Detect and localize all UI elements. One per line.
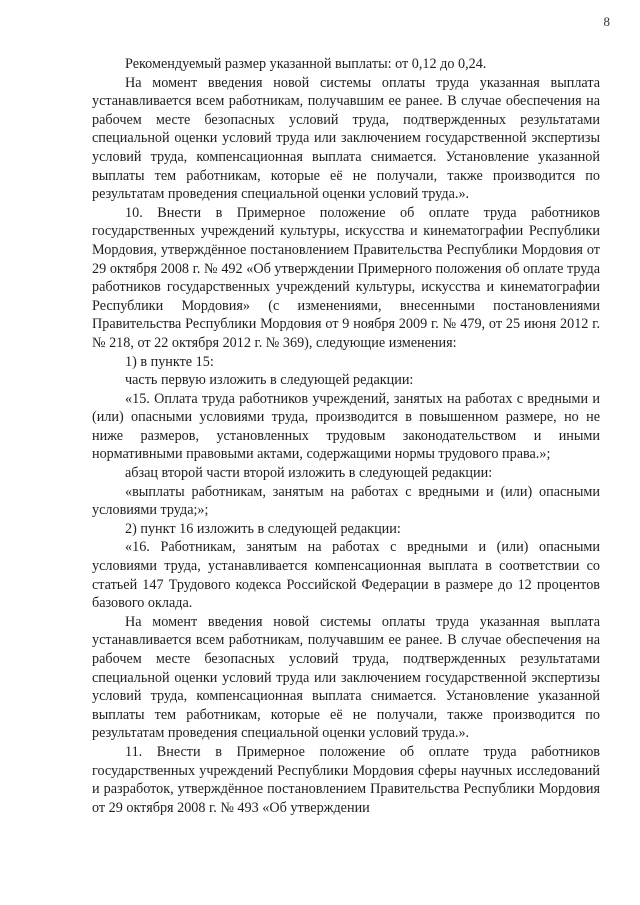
paragraph-item-10: 10. Внести в Примерное положение об оплате труда работников государственных учреждений культуры, искусства и кинематографии Республики Мордовия, утверждённое постановлением Правительства Республики Мордовия от 29 октября 2008 г. № 492 «Об утверждении Примерного положения об оплате труда работников государственных учреждений культуры, искусства и кинематографии Республики Мордовия» (с изменениями, внесенными постановлениями Правительства Республики Мордовия от 9 ноября 2009 г. № 479, от 25 июня 2012 г. № 218, от 22 октября 2012 г. № 369), следующие изменения: — [92, 204, 600, 351]
document-body — [92, 55, 600, 817]
paragraph-payment-intro: На момент введения новой системы оплаты труда указанная выплата устанавливается всем работникам, получавшим ее ранее. В случае обеспечения на рабочем месте безопасных условий труда, подтвержденных результатами специальной оценки условий труда или заключением государственной экспертизы условий труда, компенсационная выплата снимается. Установление указанной выплаты тем работникам, которые её не получали, также производится по результатам проведения специальной оценки условий труда.». — [92, 74, 600, 203]
page-number: 8 — [603, 14, 610, 29]
paragraph-subitem-2: 2) пункт 16 изложить в следующей редакции: — [125, 520, 401, 537]
paragraph-item-11: 11. Внести в Примерное положение об оплате труда работников государственных учреждений Республики Мордовия сферы научных исследований и разработок, утверждённое постановлением Правительства Республики Мордовия от 29 октября 2008 г. № 493 «Об утверждении — [92, 743, 600, 816]
paragraph-part-one: часть первую изложить в следующей редакции: — [125, 372, 414, 389]
paragraph-payments-text: «выплаты работникам, занятым на работах с вредными и (или) опасными условиями труда;»; — [92, 483, 600, 519]
paragraph-second-abzac: абзац второй части второй изложить в следующей редакции: — [125, 465, 493, 482]
paragraph-clause-16: «16. Работникам, занятым на работах с вредными и (или) опасными условиями труда, устанавливается компенсационная выплата в соответствии со статьей 147 Трудового кодекса Российской Федерации в размере до 12 процентов базового оклада. — [92, 539, 600, 612]
paragraph-payment-repeat: На момент введения новой системы оплаты труда указанная выплата устанавливается всем работникам, получавшим ее ранее. В случае обеспечения на рабочем месте безопасных условий труда, подтвержденных результатами специальной оценки условий труда или заключением государственной экспертизы условий труда, компенсационная выплата снимается. Установление указанной выплаты тем работникам, которые её не получали, также производится по результатам проведения специальной оценки условий труда.». — [92, 613, 600, 742]
paragraph-subitem-1: 1) в пункте 15: — [125, 353, 214, 370]
paragraph-clause-15: «15. Оплата труда работников учреждений, занятых на работах с вредными и (или) опасными условиями труда, производится в повышенном размере, но не ниже размеров, установленных трудовым законодательством и иными нормативными правовыми актами, содержащими нормы трудового права.»; — [92, 390, 600, 463]
paragraph-recommended-size: Рекомендуемый размер указанной выплаты: от 0,12 до 0,24. — [125, 56, 487, 72]
